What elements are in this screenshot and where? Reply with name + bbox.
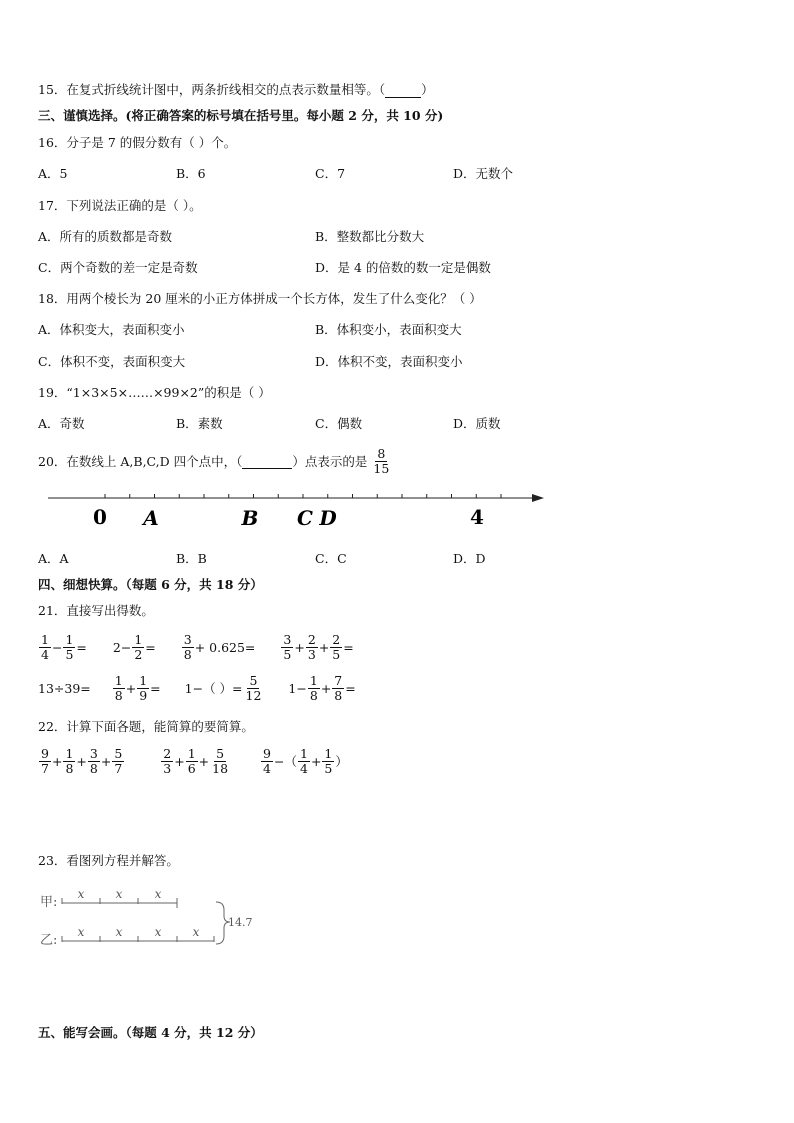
q18-option-c[interactable]: C．体积不变，表面积变大 (38, 354, 186, 369)
q16-option-b[interactable]: B．6 (176, 166, 206, 181)
q20-fraction (371, 447, 391, 476)
q17-option-a[interactable]: A．所有的质数都是奇数 (38, 229, 173, 244)
expr-text: + 0.625= (194, 639, 256, 655)
var-x: x (77, 925, 85, 939)
num: 1 (309, 672, 318, 688)
operator: + (76, 753, 87, 769)
operator: + (320, 680, 332, 696)
var-x: x (154, 925, 162, 939)
den: 6 (187, 760, 196, 776)
num: 9 (41, 745, 49, 761)
fraction (39, 633, 51, 662)
q23-stem: 23．看图列方程并解答。 (38, 853, 179, 868)
numline-label-4: 4 (470, 505, 484, 529)
var-x: x (154, 887, 162, 901)
num: 2 (307, 631, 316, 647)
den: 2 (134, 646, 143, 662)
q23-segment-diagram (38, 884, 268, 954)
fraction (186, 747, 198, 776)
expr-text: 13÷39= (38, 680, 91, 696)
q19-option-a[interactable]: A．奇数 (38, 416, 85, 431)
fraction (261, 747, 273, 776)
expr-text: ） (335, 754, 348, 769)
numline-label-0: 0 (93, 505, 107, 529)
q18-option-b[interactable]: B．体积变小，表面积变大 (315, 322, 462, 337)
den: 12 (245, 687, 262, 703)
num: 1 (114, 672, 123, 688)
den: 4 (41, 646, 49, 662)
fraction (63, 633, 75, 662)
fraction (306, 633, 318, 662)
equals: = (343, 639, 354, 655)
fraction (112, 747, 124, 776)
q15-blank[interactable] (385, 85, 421, 98)
operator: + (125, 680, 137, 696)
q19-option-d[interactable]: D．质数 (453, 416, 501, 431)
equals: = (145, 639, 156, 655)
operator: + (294, 639, 305, 655)
expr-text: −（ (274, 754, 297, 769)
q20-option-a[interactable]: A．A (38, 551, 69, 566)
number-line (40, 484, 550, 532)
label-jia: 甲: (40, 895, 58, 910)
q22-expressions (38, 742, 348, 780)
q20-option-b[interactable]: B．B (176, 551, 207, 566)
q19-option-c[interactable]: C．偶数 (315, 416, 363, 431)
equals: = (150, 680, 161, 696)
fraction (308, 674, 320, 703)
q18-option-d[interactable]: D．体积不变，表面积变小 (315, 354, 463, 369)
operator: + (198, 753, 210, 769)
q19-option-b[interactable]: B．素数 (176, 416, 223, 431)
num: 3 (183, 631, 192, 647)
equals: = (345, 680, 356, 696)
q20-frac-num: 8 (377, 445, 386, 461)
fraction (63, 747, 75, 776)
expr-text: 1− (288, 680, 307, 696)
num: 2 (163, 745, 172, 761)
expr-text: 2− (112, 639, 132, 655)
q21-row-1 (38, 628, 354, 666)
var-x: x (115, 887, 123, 901)
operator: + (100, 753, 112, 769)
q17-stem: 17．下列说法正确的是（ ）。 (38, 198, 202, 213)
fraction (161, 747, 173, 776)
den: 3 (307, 646, 316, 662)
q15-text: 15．在复式折线统计图中，两条折线相交的点表示数量相等。（ (38, 82, 386, 97)
den: 3 (163, 760, 172, 776)
den: 4 (299, 760, 308, 776)
q17-option-c[interactable]: C．两个奇数的差一定是奇数 (38, 260, 198, 275)
fraction (182, 633, 194, 662)
expr-text: 1−（ ）= (184, 681, 243, 696)
numline-label-c: C (297, 506, 313, 530)
den: 9 (139, 687, 148, 703)
var-x: x (192, 925, 200, 939)
section-5-heading: 五、能写会画。（每题 4 分，共 12 分） (38, 1025, 263, 1040)
operator: − (51, 639, 63, 655)
q17-option-d[interactable]: D．是 4 的倍数的数一定是偶数 (315, 260, 491, 275)
num: 1 (65, 745, 74, 761)
section-4-heading: 四、细想快算。（每题 6 分，共 18 分） (38, 577, 263, 592)
fraction (137, 674, 149, 703)
equals: = (76, 639, 87, 655)
den: 5 (65, 646, 74, 662)
q19-stem: 19．“1×3×5×……×99×2”的积是（ ） (38, 385, 271, 400)
fraction (322, 747, 334, 776)
fraction (132, 633, 144, 662)
den: 18 (212, 760, 229, 776)
q20-text-a: 20．在数线上 A,B,C,D 四个点中，（ (38, 454, 243, 469)
q16-option-a[interactable]: A．5 (38, 166, 68, 181)
q20-stem (38, 441, 392, 481)
den: 7 (41, 760, 49, 776)
q20-option-d[interactable]: D．D (453, 551, 486, 566)
den: 5 (324, 760, 333, 776)
number-line-ticks (105, 494, 501, 498)
numline-label-b: B (241, 506, 259, 530)
num: 1 (299, 745, 308, 761)
q17-option-b[interactable]: B．整数都比分数大 (315, 229, 425, 244)
numline-label-d: D (319, 506, 337, 530)
den: 8 (89, 760, 98, 776)
q20-frac-den: 15 (373, 460, 390, 476)
var-x: x (115, 925, 123, 939)
num: 1 (41, 631, 49, 647)
fraction (281, 633, 293, 662)
den: 8 (65, 760, 74, 776)
q21-stem: 21．直接写出得数。 (38, 603, 154, 618)
den: 8 (183, 646, 192, 662)
num: 5 (216, 745, 225, 761)
q16-option-d[interactable]: D．无数个 (453, 166, 514, 181)
q16-option-c[interactable]: C．7 (315, 166, 346, 181)
den: 4 (263, 760, 271, 776)
num: 5 (114, 745, 123, 761)
num: 1 (139, 672, 148, 688)
q20-text-b: ）点表示的是 (292, 454, 368, 469)
den: 5 (332, 646, 341, 662)
fraction (113, 674, 125, 703)
fraction (298, 747, 310, 776)
fraction (330, 633, 342, 662)
num: 1 (134, 631, 143, 647)
numline-label-a: A (143, 506, 159, 530)
num: 1 (187, 745, 196, 761)
q22-stem: 22．计算下面各题，能简算的要简算。 (38, 719, 254, 734)
operator: + (310, 753, 322, 769)
total-value: 14.7 (228, 916, 253, 929)
num: 7 (334, 672, 343, 688)
num: 2 (332, 631, 341, 647)
den: 8 (334, 687, 343, 703)
q18-option-a[interactable]: A．体积变大，表面积变小 (38, 322, 185, 337)
operator: + (174, 753, 185, 769)
num: 5 (249, 672, 258, 688)
q20-blank[interactable] (242, 454, 292, 469)
q16-stem: 16．分子是 7 的假分数有（ ）个。 (38, 135, 237, 150)
num: 3 (89, 745, 98, 761)
num: 1 (324, 745, 333, 761)
den: 7 (114, 760, 123, 776)
fraction (244, 674, 264, 703)
section-3-heading: 三、谨慎选择。(将正确答案的标号填在括号里。每小题 2 分，共 10 分) (38, 108, 444, 123)
label-yi: 乙: (40, 933, 58, 948)
operator: + (51, 753, 63, 769)
q15-end: ） (421, 82, 434, 97)
q18-stem: 18．用两个棱长为 20 厘米的小正方体拼成一个长方体，发生了什么变化？（ ） (38, 291, 482, 306)
fraction (210, 747, 230, 776)
den: 5 (283, 646, 292, 662)
operator: + (318, 639, 330, 655)
q21-row-2 (38, 669, 356, 707)
den: 8 (309, 687, 318, 703)
fraction (88, 747, 100, 776)
fraction (39, 747, 51, 776)
q20-option-c[interactable]: C．C (315, 551, 347, 566)
fraction (332, 674, 344, 703)
num: 3 (283, 631, 292, 647)
den: 8 (114, 687, 123, 703)
num: 1 (65, 631, 74, 647)
q15-line (38, 82, 434, 98)
num: 9 (263, 745, 271, 761)
var-x: x (77, 887, 85, 901)
